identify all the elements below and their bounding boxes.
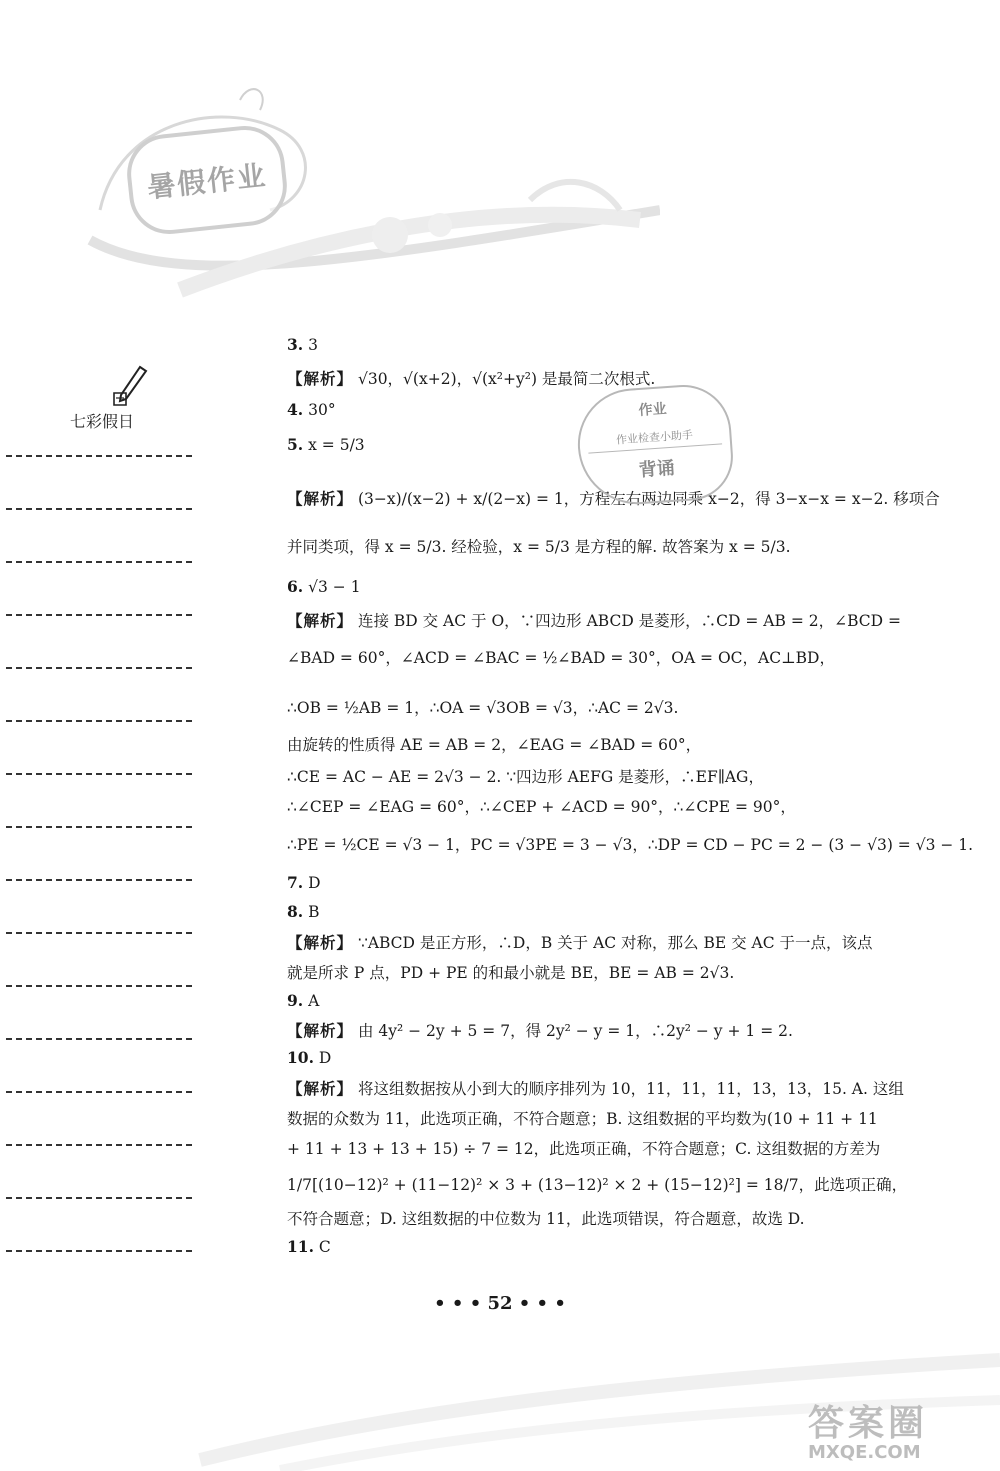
- answer-line: 4. 30°: [287, 400, 336, 419]
- analysis-line: ∠BAD = 60°，∠ACD = ∠BAC = ½∠BAD = 30°，OA = OC，AC⊥BD，: [287, 649, 835, 667]
- answer-line: 3. 3: [287, 335, 318, 354]
- answer-line: 10. D: [287, 1048, 332, 1067]
- note-line: [6, 1038, 192, 1040]
- analysis-line: 并同类项，得 x = 5/3. 经检验，x = 5/3 是方程的解. 故答案为 x = 5/3.: [287, 538, 791, 556]
- stamp-line: 作业: [638, 401, 668, 420]
- stamp-line: 作业检查小助手: [587, 424, 722, 453]
- note-line: [6, 932, 192, 934]
- summer-homework-badge: [123, 122, 291, 238]
- note-line: [6, 1091, 192, 1093]
- analysis-line: 数据的众数为 11，此选项正确，不符合题意；B. 这组数据的平均数为(10 + 11 + 11: [287, 1110, 878, 1128]
- homework-checker-stamp: [574, 382, 736, 508]
- note-line: [6, 508, 192, 510]
- note-line: [6, 720, 192, 722]
- analysis-line: 【解析】 由 4y² − 2y + 5 = 7，得 2y² − y = 1，∴2y² − y + 1 = 2.: [287, 1021, 793, 1040]
- analysis-line: 由旋转的性质得 AE = AB = 2，∠EAG = ∠BAD = 60°，: [287, 736, 702, 754]
- answer-line: 9. A: [287, 991, 320, 1010]
- answer-line: 5. x = 5/3: [287, 435, 365, 454]
- note-line: [6, 614, 192, 616]
- site-watermark: [808, 1395, 928, 1463]
- note-line: [6, 773, 192, 775]
- note-line: [6, 1197, 192, 1199]
- sidebar-title: 七彩假日: [70, 412, 135, 431]
- watermark-text: 答案圈: [808, 1403, 929, 1444]
- answer-line: 6. √3 − 1: [287, 577, 361, 596]
- analysis-line: ∴∠CEP = ∠EAG = 60°，∴∠CEP + ∠ACD = 90°，∴∠CPE = 90°，: [287, 798, 796, 816]
- note-line: [6, 879, 192, 881]
- analysis-line: 不符合题意；D. 这组数据的中位数为 11，此选项错误，符合题意，故选 D.: [287, 1210, 805, 1228]
- answer-line: 8. B: [287, 902, 320, 921]
- note-line: [6, 667, 192, 669]
- analysis-line: ∴PE = ½CE = √3 − 1，PC = √3PE = 3 − √3，∴DP = CD − PC = 2 − (3 − √3) = √3 − 1.: [287, 836, 974, 854]
- analysis-line: 【解析】 ∵ABCD 是正方形，∴D，B 关于 AC 对称，那么 BE 交 AC 于一点，该点: [287, 933, 873, 952]
- analysis-line: 就是所求 P 点，PD + PE 的和最小就是 BE，BE = AB = 2√3.: [287, 964, 735, 982]
- note-line: [6, 455, 192, 457]
- note-line: [6, 826, 192, 828]
- badge-text: 暑假作业: [145, 158, 269, 205]
- analysis-line: 【解析】 (3−x)/(x−2) + x/(2−x) = 1，方程左右两边同乘 x−2，得 3−x−x = x−2. 移项合: [287, 489, 940, 508]
- pen-icon: [112, 365, 152, 407]
- analysis-line: 【解析】 将这组数据按从小到大的顺序排列为 10，11，11，11，13，13，15. A. 这组: [287, 1079, 904, 1098]
- answer-line: 7. D: [287, 873, 321, 892]
- note-line: [6, 1250, 192, 1252]
- note-line: [6, 1144, 192, 1146]
- analysis-line: ∴OB = ½AB = 1，∴OA = √3OB = √3，∴AC = 2√3.: [287, 699, 679, 717]
- stamp-line: 背诵: [638, 457, 676, 482]
- watermark-url: MXQE.COM: [808, 1442, 921, 1463]
- analysis-line: ∴CE = AC − AE = 2√3 − 2. ∵四边形 AEFG 是菱形，∴EF∥AG，: [287, 768, 764, 786]
- answer-line: 11. C: [287, 1237, 331, 1256]
- note-line: [6, 985, 192, 987]
- note-line: [6, 561, 192, 563]
- analysis-line: 【解析】 √30，√(x+2)，√(x²+y²) 是最简二次根式.: [287, 369, 656, 388]
- analysis-line: 【解析】 连接 BD 交 AC 于 O，∵四边形 ABCD 是菱形，∴CD = AB = 2，∠BCD =: [287, 611, 901, 630]
- page-number: • • • 52 • • •: [434, 1293, 566, 1314]
- analysis-line: 1/7[(10−12)² + (11−12)² × 3 + (13−12)² × 2 + (15−12)²] = 18/7，此选项正确，: [287, 1176, 908, 1194]
- analysis-line: + 11 + 13 + 13 + 15) ÷ 7 = 12，此选项正确，不符合题意；C. 这组数据的方差为: [287, 1140, 881, 1158]
